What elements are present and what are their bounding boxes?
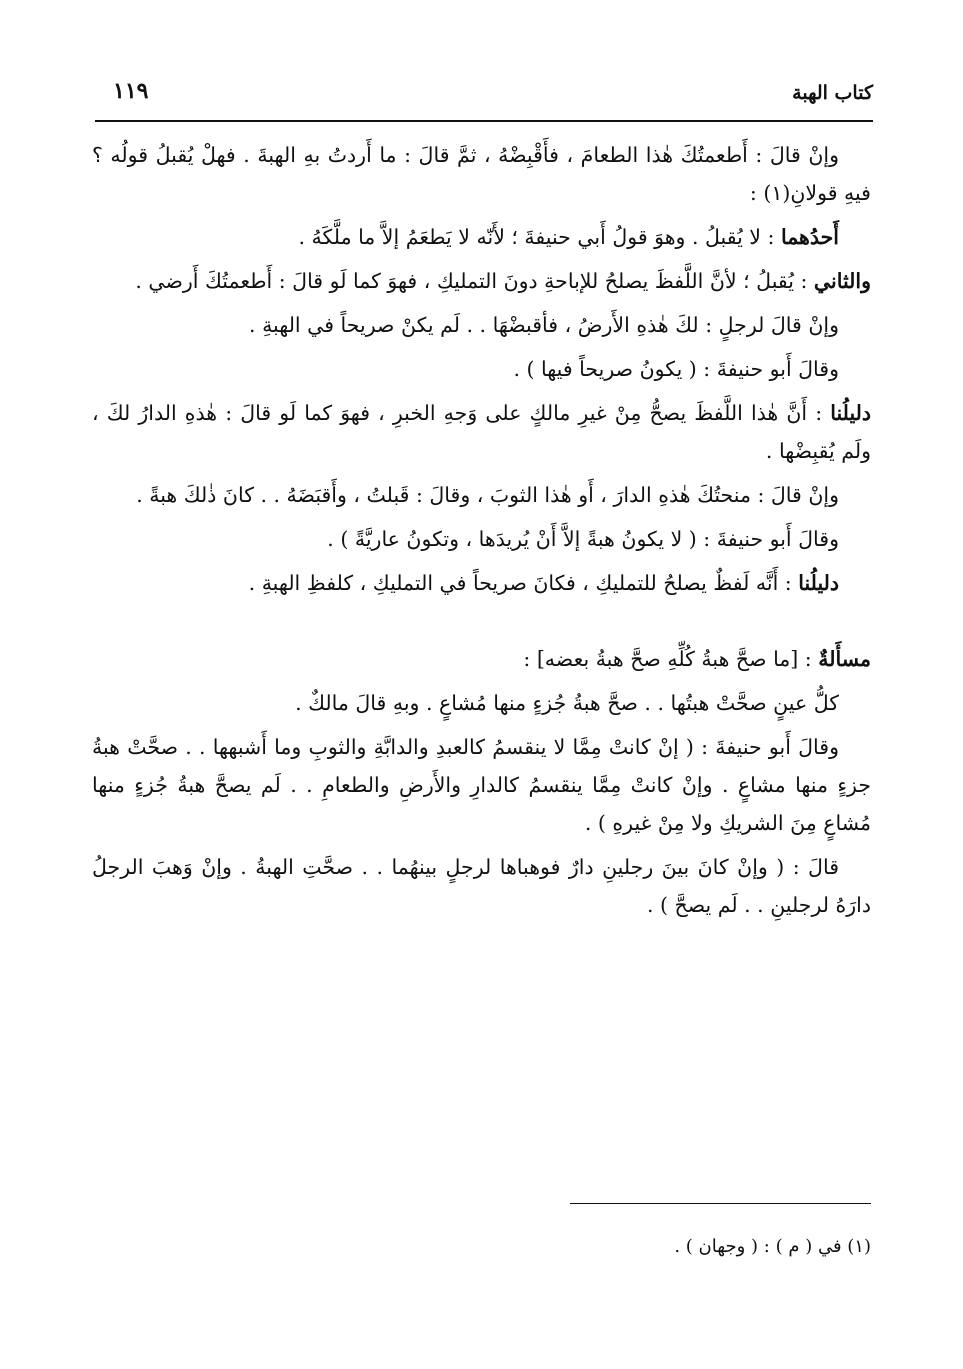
paragraph [92,728,871,842]
paragraph-text: وقالَ أَبو حنيفةَ : ( يكونُ صريحاً فيها ) . [513,357,839,381]
section-heading-label: مسأَلةٌ [818,647,871,671]
section-heading [92,640,871,678]
running-title: كتاب الهبة [792,82,873,104]
paragraph [92,684,871,722]
paragraph-text: وإنْ قالَ : أَطعمتُكَ هٰذا الطعامَ ، فأَقْبِضْهُ ، ثمَّ قالَ : ما أَردتُ بهِ الهبةَ . فهلْ يُقبلُ قولُه ؟ فيهِ قولانِ(١) : [92,143,871,205]
paragraph [92,262,871,300]
paragraph-text: : أَنَّه لَفظٌ يصلحُ للتمليكِ ، فكانَ صريحاً في التمليكِ ، كلفظِ الهبةِ . [248,571,799,595]
paragraph-text: كلُّ عينٍ صحَّتْ هبتُها . . صحَّ هبةُ جُزءٍ منها مُشاعٍ . وبهِ قالَ مالكٌ . [295,691,839,715]
paragraph [92,848,871,924]
paragraph-label: أَحدُهما [780,225,839,249]
paragraph-label: دليلُنا [798,571,839,595]
paragraph [92,520,871,558]
paragraph-text: وإنْ قالَ : منحتُكَ هٰذهِ الدارَ ، أَو هٰذا الثوبَ ، وقالَ : قَبلتُ ، وأَقبَضَهُ . . كانَ ذٰلكَ هبةً . [136,483,839,507]
paragraph [92,564,871,602]
paragraph-text: : أَنَّ هٰذا اللَّفظَ يصحُّ مِنْ غيرِ مالكٍ على وَجهِ الخبرِ ، فهوَ كما لَو قالَ : هٰذهِ الدارُ لكَ ، ولَم يُقبِضْها . [92,401,871,463]
paragraph-text: وإنْ قالَ لرجلٍ : لكَ هٰذهِ الأَرضُ ، فأقبضْهَا . . لَم يكنْ صريحاً في الهبةِ . [249,313,839,337]
paragraph [92,136,871,212]
section-gap [92,608,871,640]
paragraph [92,218,871,256]
page-header [95,78,873,118]
paragraph-text: قالَ : ( وإنْ كانَ بينَ رجلينِ دارٌ فوهباها لرجلٍ بينهُما . . صحَّتِ الهبةُ . وإنْ وَهبَ الرجلُ دارَهُ لرجلينِ . . لَم يصحَّ ) . [92,855,871,917]
paragraph-text: وقالَ أَبو حنيفةَ : ( إنْ كانتْ مِمَّا لا ينقسمُ كالعبدِ والدابَّةِ والثوبِ وما أَشبهها . . صحَّتْ هبةُ جزءٍ منها مشاعٍ . وإنْ كانتْ مِمَّا ينقسمُ كالدارِ والأَرضِ والطعامِ . . لَم يصحَّ هبةُ جُزءٍ منها مُشاعٍ مِنَ الشريكِ ولا مِنْ غيرهِ ) . [92,735,871,835]
footnote: (١) في ( م ) : ( وجهان ) . [674,1236,871,1257]
paragraph [92,350,871,388]
paragraph-label: دليلُنا [830,401,871,425]
paragraph-text: وقالَ أَبو حنيفةَ : ( لا يكونُ هبةً إلاَّ أَنْ يُريدَها ، وتكونُ عاريَّةً ) . [327,527,839,551]
page-number: ١١٩ [113,78,149,104]
main-text [92,136,871,930]
paragraph-text: : لا يُقبلُ . وهوَ قولُ أَبي حنيفةَ ؛ لأَنّه لا يَطعَمُ إلاَّ ما ملَّكَهُ . [298,225,781,249]
section-heading-text: : [ما صحَّ هبةُ كُلِّهِ صحَّ هبةُ بعضه] : [523,647,819,671]
paragraph [92,476,871,514]
paragraph [92,394,871,470]
footnote-rule [570,1203,871,1204]
header-rule [95,120,873,122]
paragraph-text: : يُقبلُ ؛ لأنَّ اللَّفظَ يصلحُ للإباحةِ دونَ التمليكِ ، فهوَ كما لَو قالَ : أَطعمتُكَ أَرضي . [135,269,814,293]
paragraph-label: والثاني [813,269,871,293]
paragraph [92,306,871,344]
